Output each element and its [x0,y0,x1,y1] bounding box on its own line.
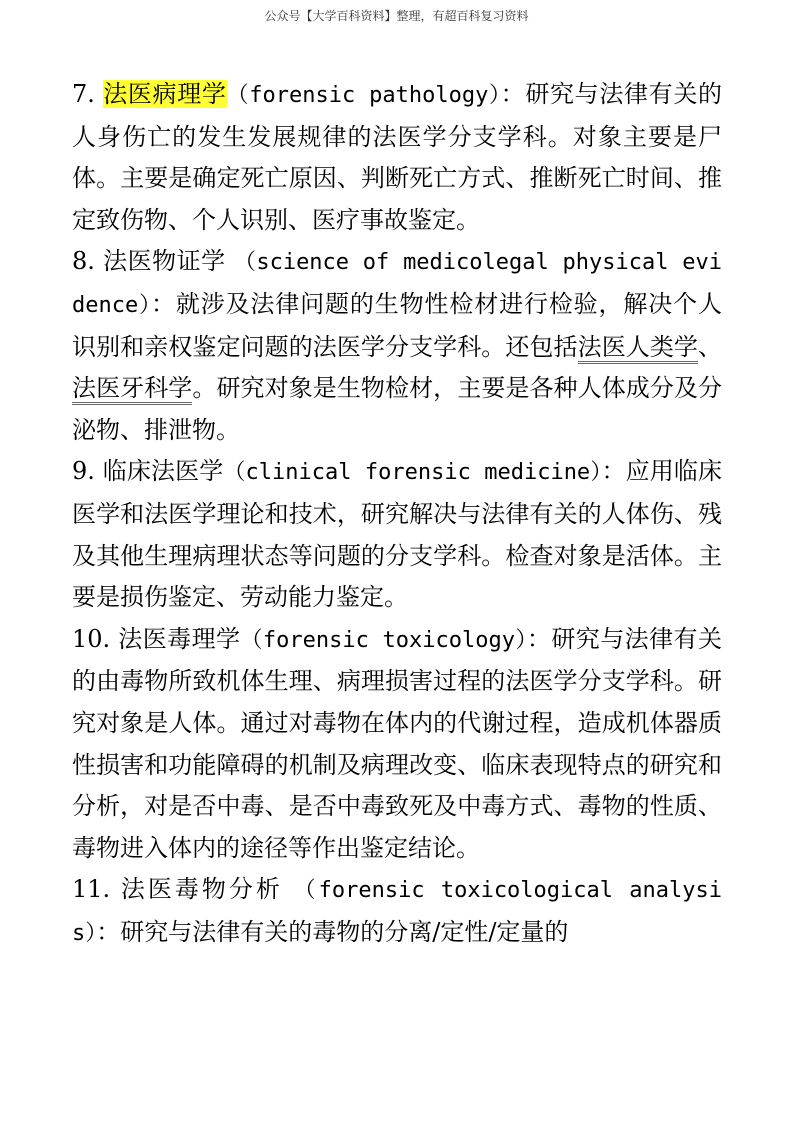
separator: 、 [698,332,723,361]
english-term: （forensic toxicology） [240,627,527,653]
definition-text: ：就涉及法律问题的生物性检材进行检验，解决个人识别和亲权鉴定问题的法医学分支学科。还包括 [72,289,723,361]
english-term: （forensic pathology） [226,83,501,108]
paragraph-item-8 [72,241,722,451]
paragraph-item-10 [72,619,722,870]
definition-text: ：研究与法律有关的人身伤亡的发生发展规律的法医学分支学科。对象主要是尸体。主要是确定死亡原因、判断死亡方式、推断死亡时间、推定致伤物、个人识别、医疗事故鉴定。 [72,80,723,234]
definition-text: ：研究与法律有关的由毒物所致机体生理、病理损害过程的法医学分支学科。研究对象是人体。通过对毒物在体内的代谢过程，造成机体器质性损害和功能障碍的机制及病理改变、临床表现特点的研究和分析，对是否中毒、是否中毒致死及中毒方式、毒物的性质、毒物进入体内的途径等作出鉴定结论。 [72,624,723,862]
english-term: （clinical forensic medicine） [223,460,602,486]
item-number: 10. [72,624,111,653]
document-body [72,74,722,954]
page-header: 公众号【大学百科资料】整理，有超百科复习资料 [264,9,529,23]
item-number: 9. [72,457,95,486]
item-number: 8. [72,247,95,276]
subfield-term: 法医牙科学 [72,374,192,405]
english-term: （science of medicolegal physical evidence） [72,250,722,318]
definition-text: ：应用临床医学和法医学理论和技术，研究解决与法律有关的人体伤、残及其他生理病理状态等问题的分支学科。检查对象是活体。主要是损伤鉴定、劳动能力鉴定。 [72,457,723,612]
item-number: 11. [72,875,111,904]
paragraph-item-9 [72,451,722,618]
term: 临床法医学 [102,457,224,486]
term-highlighted: 法医病理学 [103,80,227,108]
item-number: 7. [72,80,95,108]
term: 法医毒理学 [118,624,241,653]
english-term: （forensic toxicological analysis） [72,878,722,946]
paragraph-item-11 [72,869,722,954]
subfield-term: 法医人类学 [578,333,698,364]
term: 法医物证学 [103,247,226,276]
definition-text: ：研究与法律有关的毒物的分离/定性/定量的 [96,917,569,946]
term: 法医毒物分析 [120,875,283,904]
paragraph-item-7 [72,74,722,241]
definition-text: 。研究对象是生物检材，主要是各种人体成分及分泌物、排泄物。 [72,374,723,444]
